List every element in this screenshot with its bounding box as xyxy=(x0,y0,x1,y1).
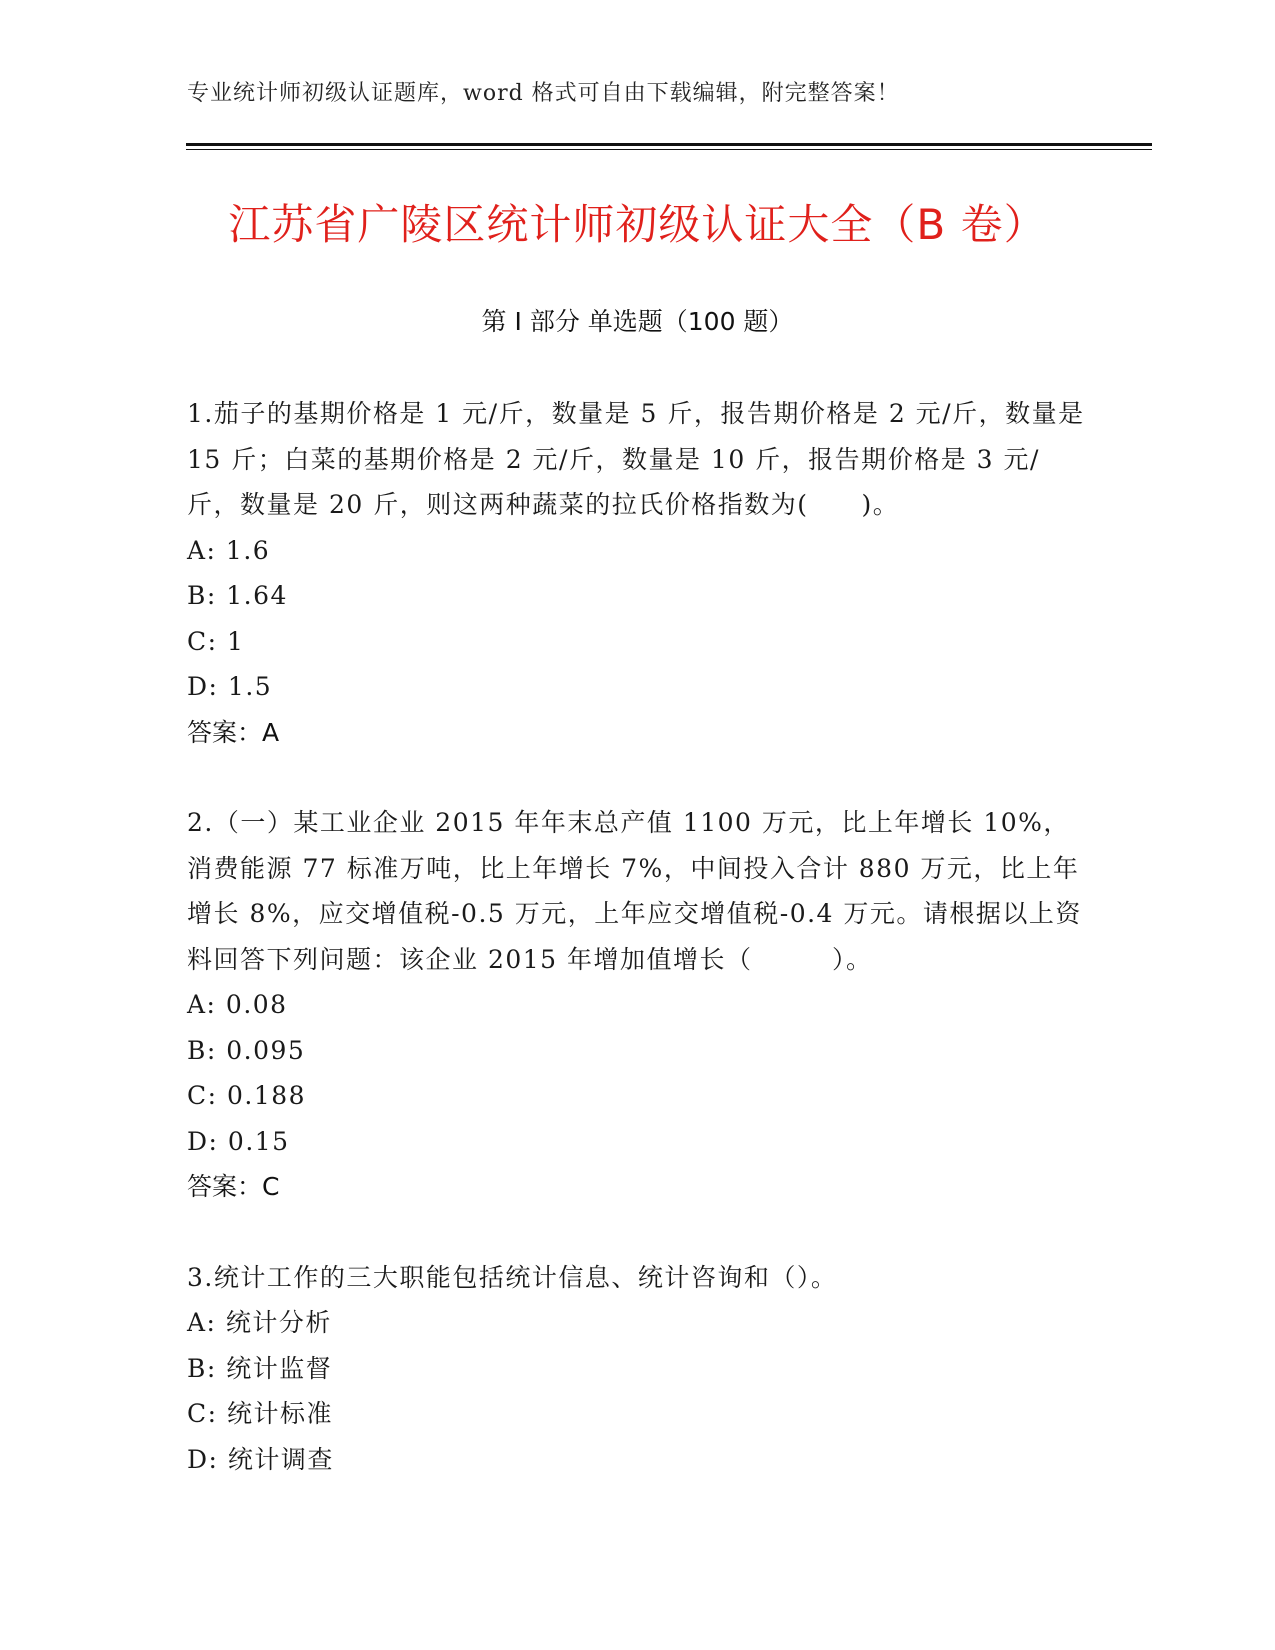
question-2 xyxy=(187,800,1087,1210)
option-a: A: 0.08 xyxy=(187,990,288,1019)
document-title: 江苏省广陵区统计师初级认证大全（B 卷） xyxy=(228,200,1047,249)
option-d: D: 1.5 xyxy=(187,672,273,701)
option-a: A: 统计分析 xyxy=(187,1308,332,1337)
option-c: C: 0.188 xyxy=(187,1081,307,1110)
question-list xyxy=(187,391,1087,1527)
question-1 xyxy=(187,391,1087,755)
option-a: A: 1.6 xyxy=(187,535,271,565)
option-b: B: 1.64 xyxy=(187,581,288,610)
question-stem: 2.（一）某工业企业 2015 年年末总产值 1100 万元，比上年增长 10%，消费能源 77 标准万吨，比上年增长 7%，中间投入合计 880 万元，比上年增长 8%，应交增值税-0.5 万元，上年应交增值税-0.4 万元。请根据以上资料回答下列问题：该企业 2015 年增加值增长（ ）。 xyxy=(187,808,1082,974)
answer-line: 答案：A xyxy=(187,717,280,747)
option-c: C: 统计标准 xyxy=(187,1399,333,1428)
question-stem: 1.茄子的基期价格是 1 元/斤，数量是 5 斤，报告期价格是 2 元/斤，数量是 15 斤；白菜的基期价格是 2 元/斤，数量是 10 斤，报告期价格是 3 元/斤，数量是 20 斤，则这两种蔬菜的拉氏价格指数为( )。 xyxy=(187,399,1085,519)
option-b: B: 0.095 xyxy=(187,1035,306,1065)
answer-line: 答案：C xyxy=(187,1172,280,1201)
question-3 xyxy=(187,1255,1087,1483)
header-divider-thick xyxy=(186,143,1152,146)
header-note: 专业统计师初级认证题库，word 格式可自由下载编辑，附完整答案！ xyxy=(187,81,900,106)
option-d: D: 统计调查 xyxy=(187,1444,334,1474)
option-c: C: 1 xyxy=(187,626,245,656)
header-divider-thin xyxy=(186,149,1152,150)
option-b: B: 统计监督 xyxy=(187,1353,333,1383)
section-title: 第 I 部分 单选题（100 题） xyxy=(481,307,794,336)
question-stem: 3.统计工作的三大职能包括统计信息、统计咨询和（）。 xyxy=(187,1262,838,1292)
option-d: D: 0.15 xyxy=(187,1126,290,1156)
